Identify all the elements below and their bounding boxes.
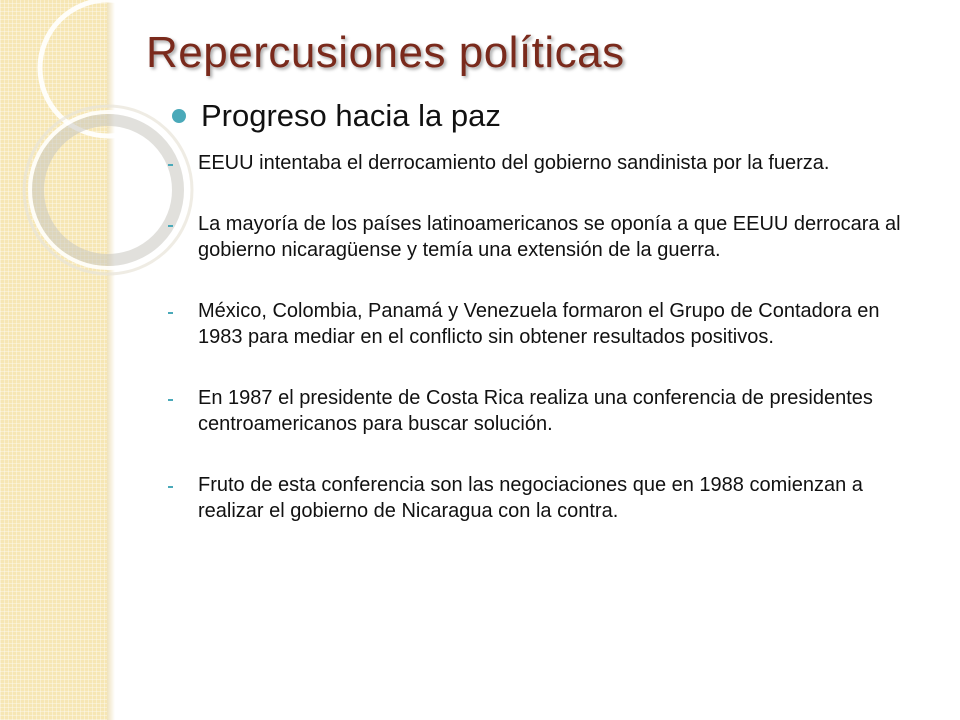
subheading: Progreso hacia la paz bbox=[201, 98, 501, 133]
dash-bullet-icon bbox=[168, 225, 173, 227]
list-item bbox=[168, 150, 908, 176]
bullet-list bbox=[168, 150, 908, 559]
dash-bullet-icon bbox=[168, 312, 173, 314]
dash-bullet-icon bbox=[168, 399, 173, 401]
dash-bullet-icon bbox=[168, 164, 173, 166]
slide-title: Repercusiones políticas bbox=[146, 28, 625, 77]
list-item-text: En 1987 el presidente de Costa Rica realiza una conferencia de presidentes centroamericanos para buscar solución. bbox=[198, 387, 873, 435]
bullet-dot-icon bbox=[172, 109, 186, 123]
list-item-text: Fruto de esta conferencia son las negociaciones que en 1988 comienzan a realizar el gobierno de Nicaragua con la contra. bbox=[198, 474, 863, 522]
list-item bbox=[168, 472, 908, 524]
dash-bullet-icon bbox=[168, 486, 173, 488]
list-item-text: EEUU intentaba el derrocamiento del gobierno sandinista por la fuerza. bbox=[198, 152, 830, 174]
list-item bbox=[168, 385, 908, 437]
list-item bbox=[168, 211, 908, 263]
list-item-text: La mayoría de los países latinoamericanos se oponía a que EEUU derrocara al gobierno nicaragüense y temía una extensión de la guerra. bbox=[198, 213, 901, 261]
main-bullet bbox=[172, 98, 501, 134]
list-item bbox=[168, 298, 908, 350]
list-item-text: México, Colombia, Panamá y Venezuela formaron el Grupo de Contadora en 1983 para mediar en el conflicto sin obtener resultados positivos. bbox=[198, 300, 880, 348]
